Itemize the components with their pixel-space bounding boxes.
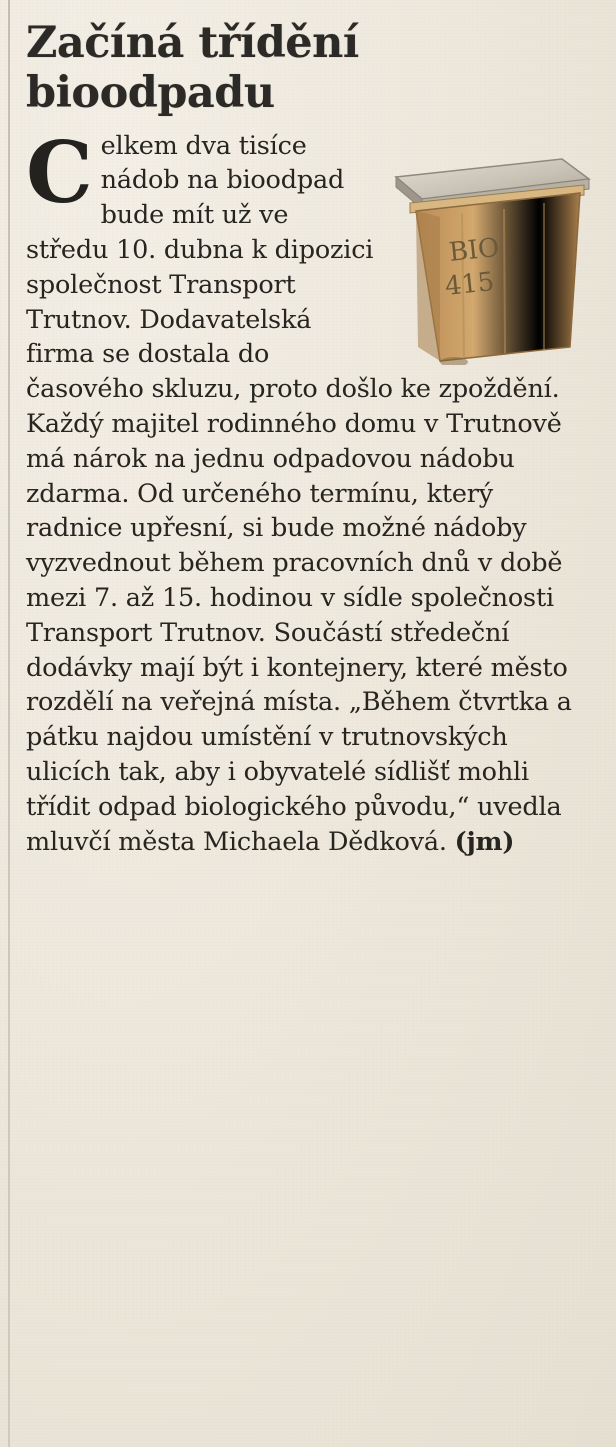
headline-line-2: bioodpadu: [26, 68, 275, 119]
page-title: [26, 18, 594, 119]
article-byline: (jm): [454, 826, 515, 857]
drop-cap: C: [26, 122, 93, 222]
bio-bin-illustration: [384, 133, 594, 365]
bin-code-line-1: BIO: [447, 232, 501, 268]
article-paragraph: elkem dva tisíce nádob na bioodpad bude mít už ve středu 10. dubna k dipozici společnost Transport Trutnov. Dodavatelská firma se dostala do časového skluzu, proto došlo ke zpoždění. Každý majitel rodinného domu v Trutnově má nárok na jednu odpadovou nádobu zdarma. Od určeného termínu, který radnice upřesní, si bude možné nádoby vyzvednout během pracovních dnů v době mezi 7. až 15. hodinou v sídle společnosti Transport Trutnov. Součástí středeční dodávky mají být i kontejnery, které město rozdělí na veřejná místa. „Během čtvrtka a pátku najdou umístění v trutnovských ulicích tak, aby i obyvatelé sídlišť mohli třídit odpad biologického původu,“ uvedla mluvčí města Michaela Dědková.: [26, 130, 572, 857]
article-body: [26, 122, 594, 860]
bin-code-line-2: 415: [443, 266, 496, 302]
headline-line-1: Začíná třídění: [26, 18, 359, 68]
bio-bin-photo: [384, 133, 594, 365]
